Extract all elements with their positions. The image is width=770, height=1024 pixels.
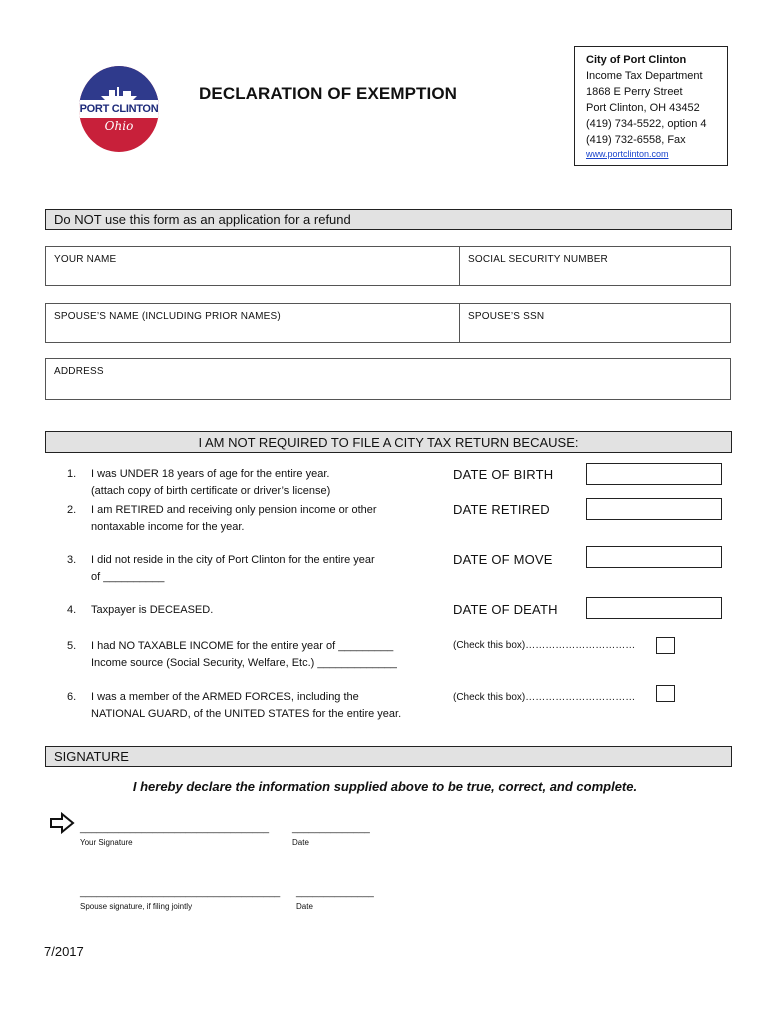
spouse-name-field[interactable] bbox=[45, 303, 460, 343]
item-under-18 bbox=[91, 466, 330, 500]
date-of-birth-label: DATE OF BIRTH bbox=[453, 467, 554, 482]
page-title: DECLARATION OF EXEMPTION bbox=[199, 84, 458, 103]
item-line1: I was a member of the ARMED FORCES, including the bbox=[91, 691, 359, 703]
revision-date: 7/2017 bbox=[44, 944, 84, 959]
item-nonresident bbox=[91, 552, 375, 586]
item-number: 5. bbox=[67, 640, 77, 652]
signature-date-line[interactable]: ______________ bbox=[292, 823, 370, 834]
notice-bar bbox=[45, 209, 732, 230]
declaration-statement: I hereby declare the information supplied above to be true, correct, and complete. bbox=[132, 779, 638, 794]
ssn-label: SOCIAL SECURITY NUMBER bbox=[468, 254, 608, 265]
item-line2: (attach copy of birth certificate or driver’s license) bbox=[91, 485, 331, 497]
logo-name: PORT CLINTON bbox=[79, 102, 159, 115]
spouse-ssn-label: SPOUSE’S SSN bbox=[468, 311, 545, 322]
item-line2: nontaxable income for the year. bbox=[91, 521, 245, 533]
item-line1: I was UNDER 18 years of age for the entire year. bbox=[91, 468, 330, 480]
office-department: Income Tax Department bbox=[586, 70, 703, 82]
exemption-heading: I AM NOT REQUIRED TO FILE A CITY TAX RETURN BECAUSE: bbox=[198, 435, 579, 450]
address-field[interactable] bbox=[45, 358, 731, 400]
item-deceased bbox=[91, 602, 213, 619]
office-address-box bbox=[574, 46, 728, 166]
item-number: 4. bbox=[67, 604, 77, 616]
item-line2: Income source (Social Security, Welfare, Etc.) _____________ bbox=[91, 657, 397, 669]
item-line2: NATIONAL GUARD, of the UNITED STATES for the entire year. bbox=[91, 708, 402, 720]
office-city: Port Clinton, OH 43452 bbox=[586, 102, 700, 114]
item-line1: I did not reside in the city of Port Clinton for the entire year bbox=[91, 554, 375, 566]
ssn-field[interactable] bbox=[459, 246, 731, 286]
item-no-taxable-income bbox=[91, 638, 397, 672]
no-taxable-income-checkbox[interactable] bbox=[656, 637, 675, 654]
arrow-right-icon bbox=[49, 812, 75, 834]
office-street: 1868 E Perry Street bbox=[586, 86, 683, 98]
item-number: 3. bbox=[67, 554, 77, 566]
office-fax: (419) 732-6558, Fax bbox=[586, 134, 686, 146]
item-number: 2. bbox=[67, 504, 77, 516]
address-label: ADDRESS bbox=[54, 366, 104, 377]
signature-line[interactable]: __________________________________ bbox=[80, 823, 270, 834]
spouse-signature-label: Spouse signature, if filing jointly bbox=[80, 902, 193, 911]
item-line1: I had NO TAXABLE INCOME for the entire year of _________ bbox=[91, 640, 394, 652]
item-retired bbox=[91, 502, 377, 536]
office-phone: (419) 734-5522, option 4 bbox=[586, 118, 707, 130]
armed-forces-checkbox[interactable] bbox=[656, 685, 675, 702]
signature-heading: SIGNATURE bbox=[54, 749, 129, 764]
spouse-ssn-field[interactable] bbox=[459, 303, 731, 343]
item-line2: of __________ bbox=[91, 571, 165, 583]
your-name-field[interactable] bbox=[45, 246, 460, 286]
office-website-link[interactable]: www.portclinton.com bbox=[586, 149, 669, 159]
item-number: 1. bbox=[67, 468, 77, 480]
spouse-date-line[interactable]: ______________ bbox=[296, 887, 374, 898]
date-retired-label: DATE RETIRED bbox=[453, 502, 550, 517]
check-box-label: (Check this box)…………………………… bbox=[453, 692, 636, 703]
date-of-death-input[interactable] bbox=[586, 597, 722, 619]
item-line1: Taxpayer is DECEASED. bbox=[91, 604, 214, 616]
spouse-name-label: SPOUSE’S NAME (INCLUDING PRIOR NAMES) bbox=[54, 311, 281, 322]
exemption-heading-bar bbox=[45, 431, 732, 453]
date-label: Date bbox=[292, 838, 309, 847]
your-name-label: YOUR NAME bbox=[54, 254, 117, 265]
check-box-label: (Check this box)…………………………… bbox=[453, 640, 636, 651]
office-name: City of Port Clinton bbox=[586, 54, 687, 66]
item-armed-forces bbox=[91, 689, 401, 723]
city-logo bbox=[79, 66, 159, 152]
notice-text: Do NOT use this form as an application for a refund bbox=[54, 212, 351, 227]
spouse-signature-line[interactable]: ____________________________________ bbox=[80, 887, 281, 898]
date-of-birth-input[interactable] bbox=[586, 463, 722, 485]
logo-state: Ohio bbox=[104, 119, 134, 134]
signature-heading-bar bbox=[45, 746, 732, 767]
date-of-move-label: DATE OF MOVE bbox=[453, 552, 553, 567]
date-of-move-input[interactable] bbox=[586, 546, 722, 568]
date-retired-input[interactable] bbox=[586, 498, 722, 520]
your-signature-label: Your Signature bbox=[80, 838, 133, 847]
item-number: 6. bbox=[67, 691, 77, 703]
boat-icon bbox=[99, 86, 139, 100]
item-line1: I am RETIRED and receiving only pension income or other bbox=[91, 504, 377, 516]
spouse-date-label: Date bbox=[296, 902, 313, 911]
date-of-death-label: DATE OF DEATH bbox=[453, 602, 558, 617]
